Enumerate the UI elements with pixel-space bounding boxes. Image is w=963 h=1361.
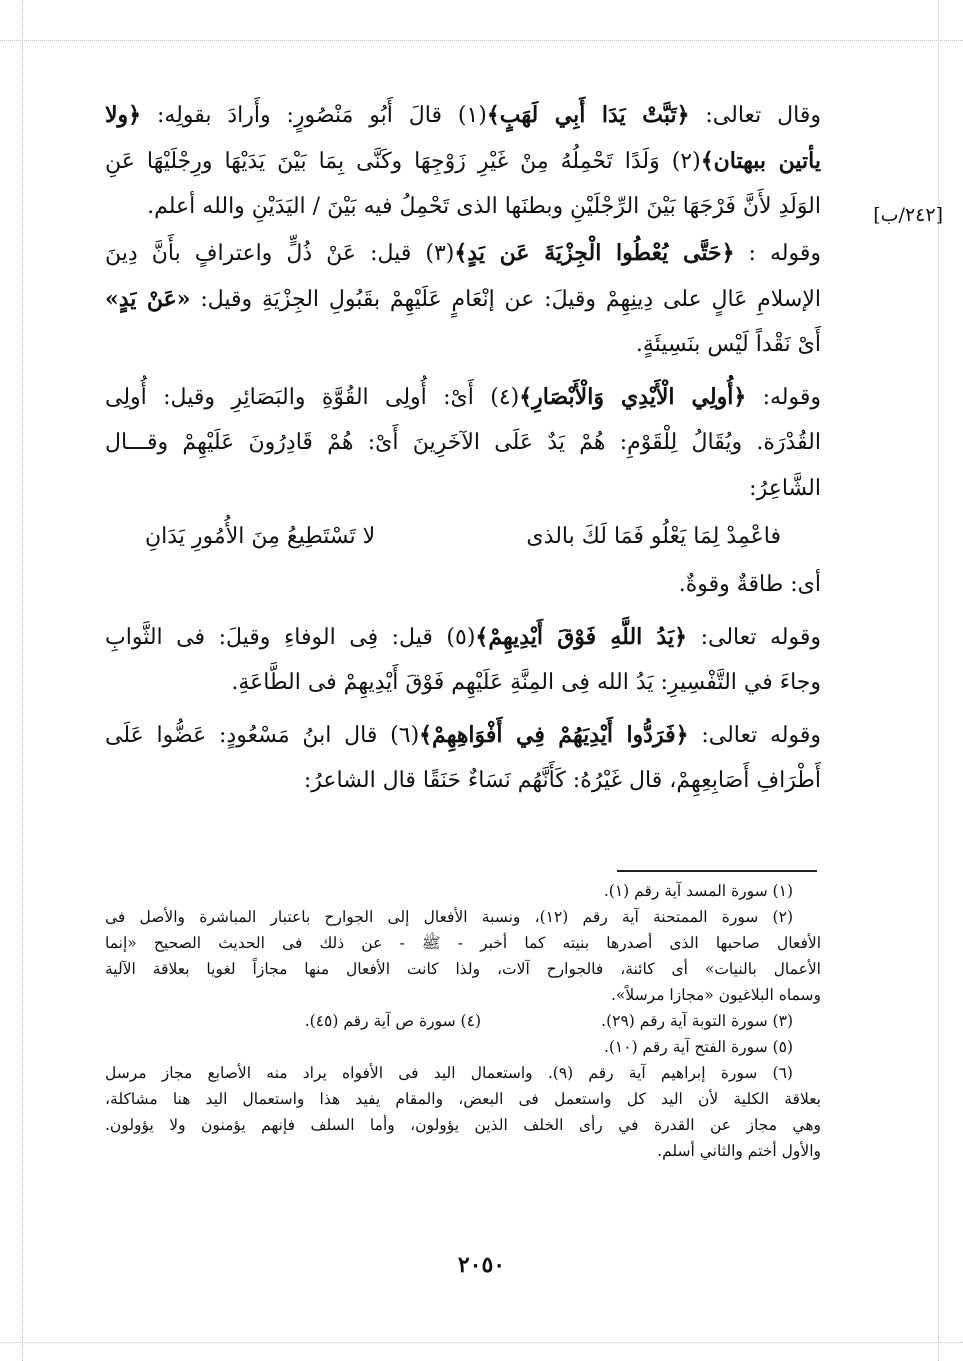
text-run: (٢) وَلَدًا تَحْمِلُهُ مِنْ غَيْرِ زَوْجِهَا وكَنَّى بِمَا بَيْنَ يَدَيْهَا ورِجْلَيْهَا عَنِ <box>105 149 701 174</box>
text-run: (١) قالَ أَبُو مَنْصُورٍ: وأَرادَ بقولِه: <box>141 103 487 128</box>
text-run: وقال تعالى: <box>689 103 821 128</box>
scan-guide-top <box>0 40 963 41</box>
text-run: وقوله: <box>746 385 821 410</box>
main-text <box>105 92 821 804</box>
text-run: الإسلامِ عَالٍ على دِينِهِمْ وقيلَ: عن إنْعَامٍ عَلَيْهِمْ بقَبُولِ الجِزْيَةِ وقيل: <box>190 287 821 312</box>
footnote-row <box>105 1008 821 1034</box>
text-line <box>105 374 821 420</box>
text-run: وقوله : <box>734 241 821 266</box>
scan-guide-bottom <box>0 1342 963 1343</box>
folio-reference: [٢٤٢/ب] <box>873 204 943 226</box>
quran-quote: يأتين ببهتان﴾ <box>700 148 821 174</box>
footnote-continuation: وهي مجاز عن القدرة في رأى الخلف الذين يؤولون، وأما السلف فإنهم يؤمنون ولا يؤولون. <box>105 1116 821 1134</box>
footnote: (١) سورة المسد آية رقم (١). <box>603 882 793 900</box>
poetry-verse <box>105 512 821 562</box>
text-run: (٤) أَىْ: أُولِى القُوَّةِ والبَصَائِرِ وقيل: أُولِى <box>105 385 520 410</box>
text-line <box>105 92 821 138</box>
text-line <box>105 230 821 276</box>
quran-quote: ﴿يَدُ اللَّهِ فَوْقَ أَيْدِيهِمْ﴾ <box>475 624 688 650</box>
text-line <box>105 138 821 184</box>
text-line <box>105 614 821 660</box>
text-line <box>105 276 821 322</box>
text-line: وجاءَ في التَّفْسِيرِ: يَدُ الله فِى المِنَّةِ عَلَيْهِم فَوْقَ أَيْدِيهِمْ فى الطَّاعَةِ. <box>231 670 821 695</box>
footnote-separator <box>617 870 817 872</box>
text-run: (٥) قيل: فِى الوفاءِ وقيلَ: فى الثَّوابِ <box>105 625 476 650</box>
text-line: أَىْ نَقْداً لَيْس بنَسِيئَةٍ. <box>635 332 821 357</box>
footnote-continuation: الأعمال بالنيات» أى كائنة، فالجوارح آلات، ولذا كانت الأفعال منها مجازاً لغويا بعلاقة الآلية <box>105 960 821 978</box>
footnote: (٦) سورة إبراهيم آية رقم (٩). واستعمال اليد فى الأفواه يراد منه الأصابع مجاز مرسل <box>105 1064 793 1082</box>
quran-quote: ﴿ولا <box>105 102 142 128</box>
scan-guide-left <box>22 0 23 1361</box>
text-line: الشَّاعِرُ: <box>749 476 821 501</box>
text-line: الوَلَدِ لأَنَّ فَرْجَهَا بَيْنَ الرِّجْلَيْنِ وبطنَها الذى تَحْمِلُ فيه بَيْنَ / اليَدَيْنِ والله أعلم. <box>147 194 821 219</box>
text-run: وقوله تعالى: <box>687 625 821 650</box>
text-line <box>105 712 821 758</box>
footnotes <box>105 878 821 1164</box>
text-line: أَطْرَافِ أَصَابِعِهِمْ، قال غَيْرُهُ: كَأَنَّهُم نَسَاءٌ حَنَقًا قال الشاعرُ: <box>303 768 821 793</box>
footnote-continuation: وسماه البلاغيون «مجازا مرسلاً». <box>611 986 821 1004</box>
footnote: (٥) سورة الفتح آية رقم (١٠). <box>603 1038 793 1056</box>
quran-quote: ﴿أُولِي الْأَيْدِي وَالْأَبْصَارِ﴾ <box>519 384 747 410</box>
footnote: (٢) سورة الممتحنة آية رقم (١٢)، ونسبة الأفعال إلى الجوارح باعتبار المباشرة والأصل فى <box>105 908 793 926</box>
verse-hemistich-first: فاعْمِدْ لِمَا يَعْلُو فَمَا لَكَ بالذى <box>526 524 781 549</box>
footnote-continuation: بعلاقة الكلية لأن اليد كل واستعمل فى البعض، والمقام يفيد هذا واستعمال اليد هنا مشاكلة، <box>105 1090 821 1108</box>
footnote: (٤) سورة ص آية رقم (٤٥). <box>304 1012 481 1030</box>
footnote: (٣) سورة التوبة آية رقم (٢٩). <box>601 1012 793 1030</box>
text-run: (٣) قيل: عَنْ ذُلٍّ واعترافٍ بأَنَّ دِينَ <box>105 241 455 266</box>
quran-quote: ﴿فَرَدُّوا أَيْدِيَهُمْ فِي أَفْوَاهِهِمْ﴾ <box>419 722 689 748</box>
verse-hemistich-second: لا تَسْتَطِيعُ مِنَ الأُمُورِ يَدَانِ <box>145 524 376 549</box>
quran-quote: ﴿تَبَّتْ يَدَا أَبِي لَهَبٍ﴾ <box>486 102 690 128</box>
page-number: ٢٠٥٠ <box>457 1252 506 1278</box>
text-run: وقوله تعالى: <box>688 723 821 748</box>
text-run: (٦) قال ابنُ مَسْعُودٍ: عَضُّوا عَلَى <box>105 723 420 748</box>
text-line: أى: طاقةٌ وقوةٌ. <box>678 572 821 597</box>
footnote-continuation: والأول أختم والثاني أسلم. <box>657 1142 821 1160</box>
quran-quote: ﴿حَتَّى يُعْطُوا الْجِزْيَةَ عَن يَدٍ﴾ <box>454 240 735 266</box>
text-line: القُدْرَة. ويُقَالُ لِلْقَوْمِ: هُمْ يَدٌ عَلَى الآخَرِينَ أَىْ: هُمْ قَادِرُونَ عَلَيْهِمْ وقـــال <box>105 430 821 455</box>
footnote-continuation: الأفعال صاحبها الذى أصدرها بنيته كما أخبر - ﷺ - عن ذلك فى الحديث الصحيح «إنما <box>105 934 821 952</box>
quoted-phrase: «عَنْ يَدٍ» <box>105 286 191 312</box>
